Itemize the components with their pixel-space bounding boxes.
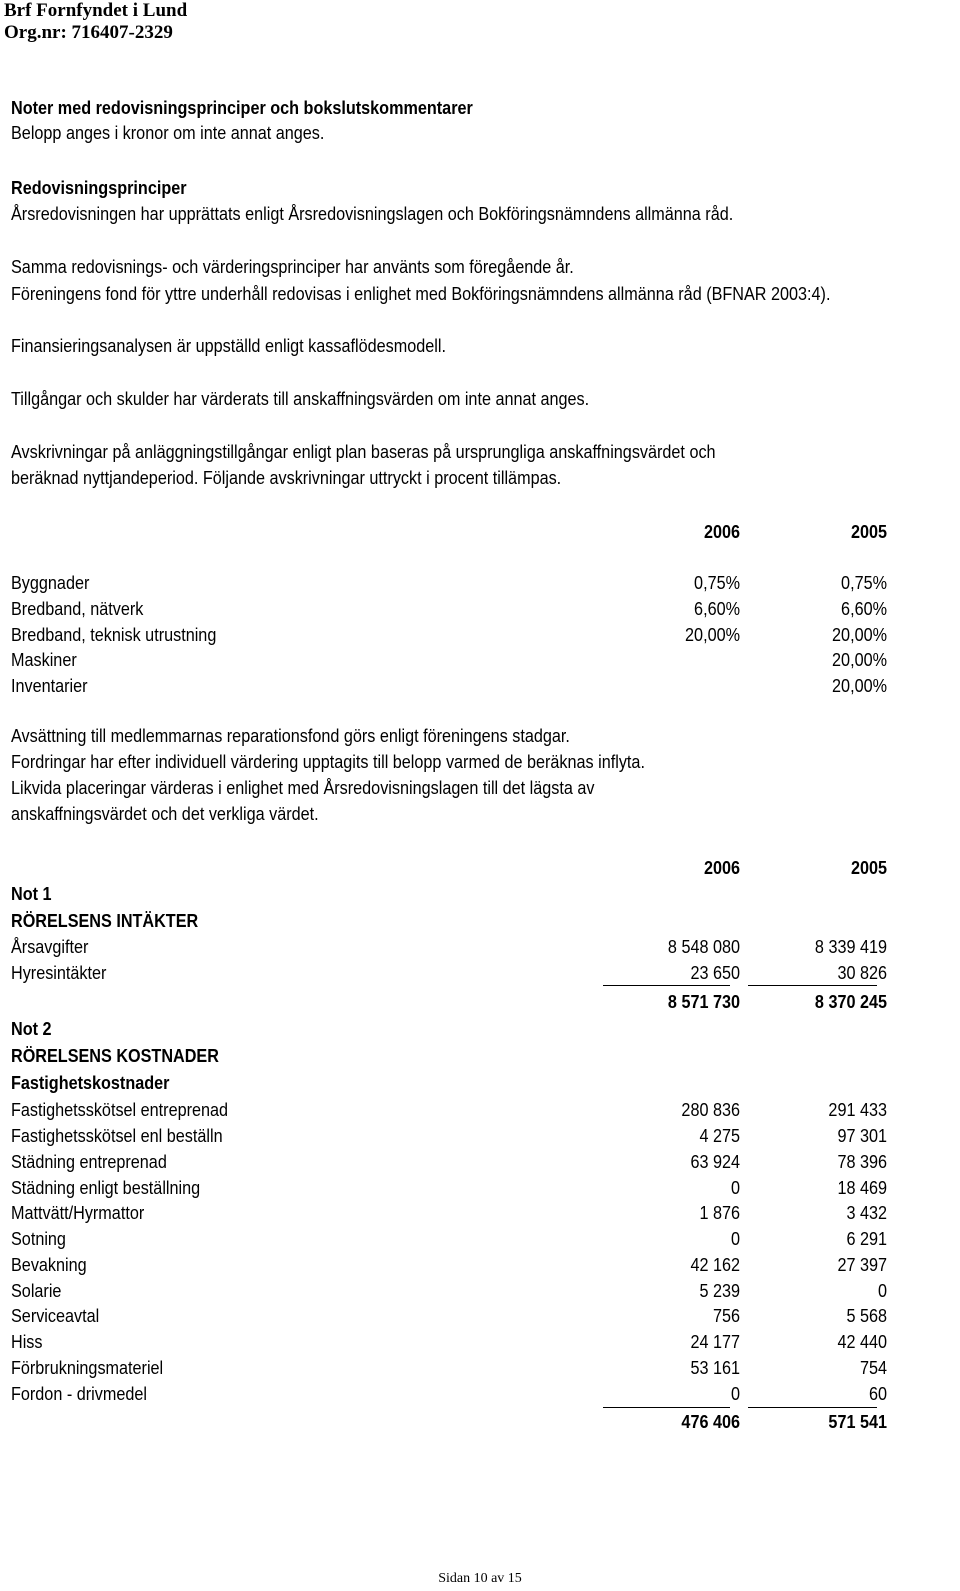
note1-value: 23 650 <box>690 963 740 983</box>
note2-label: Not 2 <box>11 1019 52 1039</box>
note2-row-label: Städning entreprenad <box>11 1152 167 1172</box>
note2-value: 0 <box>730 1384 740 1404</box>
note2-row-label: Fastighetsskötsel entreprenad <box>11 1100 229 1120</box>
notes-year-header: 2005 <box>850 858 887 878</box>
depreciation-row-label: Byggnader <box>11 573 90 593</box>
principles-line: Tillgångar och skulder har värderats till anskaffningsvärden om inte annat anges. <box>11 389 590 409</box>
principles-heading: Redovisningsprinciper <box>11 178 187 198</box>
note2-value: 78 396 <box>837 1152 887 1172</box>
principles-line: beräknad nyttjandeperiod. Följande avskrivningar uttryckt i procent tillämpas. <box>11 468 562 488</box>
note2-value: 4 275 <box>699 1126 740 1146</box>
note1-sum-rule <box>748 985 877 986</box>
organization-number: Org.nr: 716407-2329 <box>4 22 173 43</box>
principles-line: Föreningens fond för yttre underhåll redovisas i enlighet med Bokföringsnämndens allmänna råd (BFNAR 2003:4). <box>11 284 831 304</box>
note1-total: 8 370 245 <box>814 992 887 1012</box>
depreciation-year-header: 2005 <box>850 522 887 542</box>
page-title: Noter med redovisningsprinciper och bokslutskommentarer <box>11 98 473 118</box>
note2-subtitle: Fastighetskostnader <box>11 1073 170 1093</box>
depreciation-value: 6,60% <box>841 599 887 619</box>
note2-total: 476 406 <box>681 1412 740 1432</box>
depreciation-value: 0,75% <box>694 573 740 593</box>
note2-value: 63 924 <box>690 1152 740 1172</box>
note2-value: 0 <box>730 1229 740 1249</box>
note1-value: 8 339 419 <box>814 937 887 957</box>
note2-value: 3 432 <box>846 1203 887 1223</box>
valuation-line: Avsättning till medlemmarnas reparationsfond görs enligt föreningens stadgar. <box>11 726 570 746</box>
note2-value: 27 397 <box>837 1255 887 1275</box>
note2-value: 756 <box>712 1306 740 1326</box>
note2-total: 571 541 <box>828 1412 887 1432</box>
note2-value: 0 <box>730 1178 740 1198</box>
note2-value: 0 <box>877 1281 887 1301</box>
note2-row-label: Förbrukningsmateriel <box>11 1358 164 1378</box>
note2-value: 5 239 <box>699 1281 740 1301</box>
note1-label: Not 1 <box>11 884 52 904</box>
note2-value: 18 469 <box>837 1178 887 1198</box>
note2-row-label: Solarie <box>11 1281 62 1301</box>
note2-value: 42 162 <box>690 1255 740 1275</box>
note2-sum-rule <box>748 1407 877 1408</box>
depreciation-row-label: Bredband, nätverk <box>11 599 144 619</box>
note2-row-label: Mattvätt/Hyrmattor <box>11 1203 145 1223</box>
depreciation-year-header: 2006 <box>703 522 740 542</box>
note1-sum-rule <box>603 985 730 986</box>
note1-row-label: Hyresintäkter <box>11 963 107 983</box>
page-number: Sidan 10 av 15 <box>438 1571 522 1586</box>
principles-line: Avskrivningar på anläggningstillgångar enligt plan baseras på ursprungliga anskaffningsvärdet och <box>11 442 716 462</box>
note1-total: 8 571 730 <box>667 992 740 1012</box>
principles-line: Årsredovisningen har upprättats enligt Årsredovisningslagen och Bokföringsnämndens allmänna råd. <box>11 204 734 224</box>
valuation-line: Fordringar har efter individuell värdering upptagits till belopp varmed de beräknas inflyta. <box>11 752 645 772</box>
note2-value: 60 <box>868 1384 887 1404</box>
organization-name: Brf Fornfyndet i Lund <box>4 0 188 21</box>
note2-value: 1 876 <box>699 1203 740 1223</box>
depreciation-row-label: Bredband, teknisk utrustning <box>11 625 217 645</box>
note2-value: 97 301 <box>837 1126 887 1146</box>
notes-year-header: 2006 <box>703 858 740 878</box>
depreciation-value: 20,00% <box>832 625 887 645</box>
note2-value: 280 836 <box>681 1100 740 1120</box>
depreciation-value: 20,00% <box>685 625 740 645</box>
principles-line: Finansieringsanalysen är uppställd enligt kassaflödesmodell. <box>11 336 446 356</box>
note2-row-label: Serviceavtal <box>11 1306 100 1326</box>
depreciation-value: 20,00% <box>832 650 887 670</box>
note1-row-label: Årsavgifter <box>11 937 89 957</box>
note1-value: 30 826 <box>837 963 887 983</box>
note2-value: 24 177 <box>690 1332 740 1352</box>
note2-sum-rule <box>603 1407 730 1408</box>
valuation-line: anskaffningsvärdet och det verkliga värdet. <box>11 804 319 824</box>
note2-row-label: Städning enligt beställning <box>11 1178 201 1198</box>
note1-title: RÖRELSENS INTÄKTER <box>11 911 199 931</box>
depreciation-value: 6,60% <box>694 599 740 619</box>
depreciation-value: 20,00% <box>832 676 887 696</box>
note2-row-label: Fordon - drivmedel <box>11 1384 147 1404</box>
note2-value: 754 <box>859 1358 887 1378</box>
page-subtitle: Belopp anges i kronor om inte annat anges. <box>11 123 325 143</box>
note2-row-label: Fastighetsskötsel enl beställn <box>11 1126 223 1146</box>
depreciation-value: 0,75% <box>841 573 887 593</box>
valuation-line: Likvida placeringar värderas i enlighet med Årsredovisningslagen till det lägsta av <box>11 778 595 798</box>
note2-value: 53 161 <box>690 1358 740 1378</box>
note2-title: RÖRELSENS KOSTNADER <box>11 1046 219 1066</box>
note2-value: 6 291 <box>846 1229 887 1249</box>
note2-value: 42 440 <box>837 1332 887 1352</box>
principles-line: Samma redovisnings- och värderingsprinciper har använts som föregående år. <box>11 257 574 277</box>
depreciation-row-label: Inventarier <box>11 676 88 696</box>
depreciation-row-label: Maskiner <box>11 650 77 670</box>
note2-value: 5 568 <box>846 1306 887 1326</box>
note2-row-label: Sotning <box>11 1229 66 1249</box>
note2-row-label: Bevakning <box>11 1255 87 1275</box>
note2-row-label: Hiss <box>11 1332 43 1352</box>
note1-value: 8 548 080 <box>667 937 740 957</box>
note2-value: 291 433 <box>828 1100 887 1120</box>
